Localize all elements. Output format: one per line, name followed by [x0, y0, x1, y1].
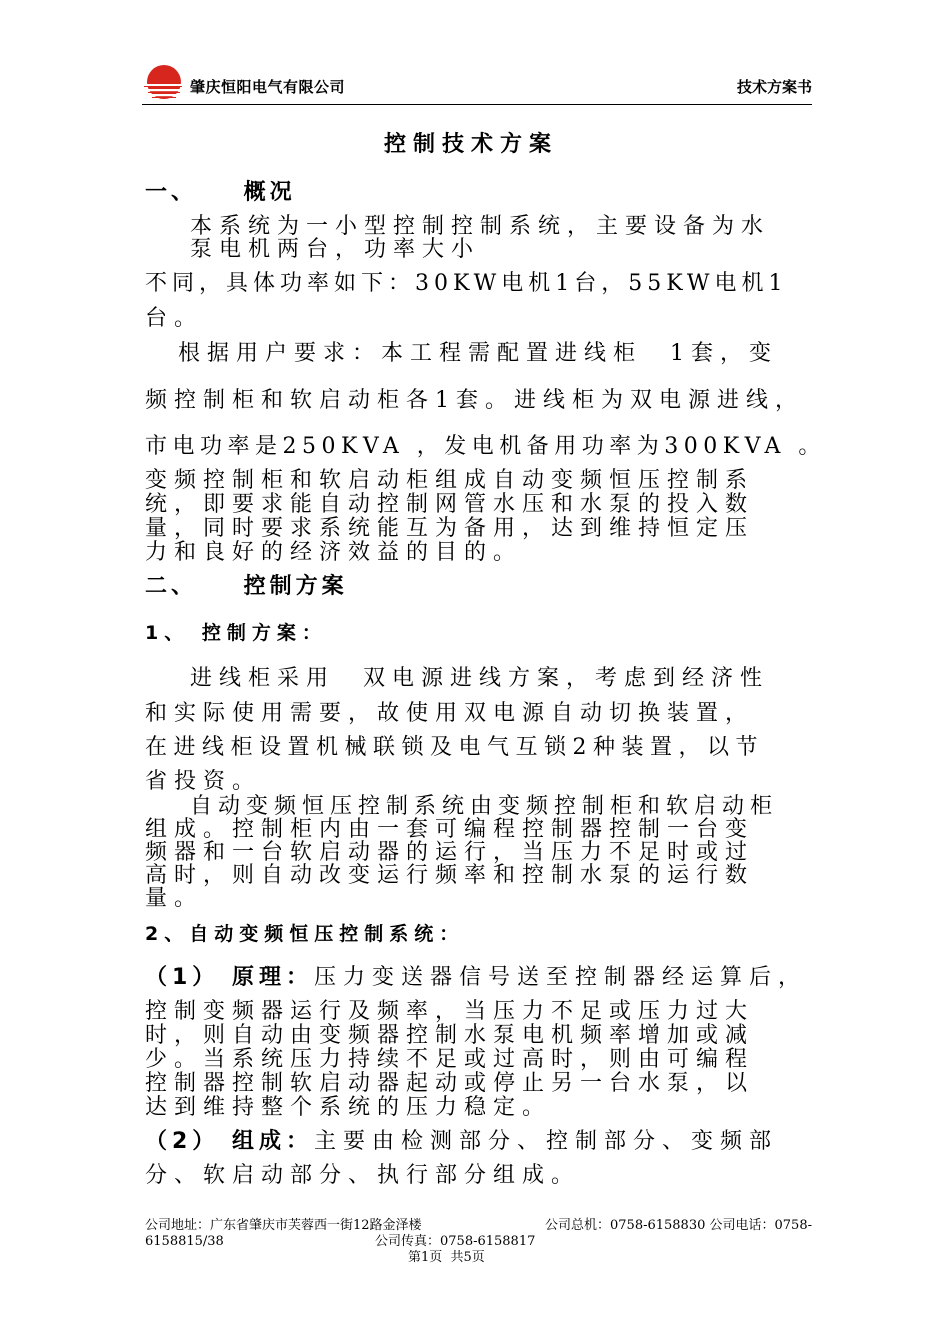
paragraph-line: 省投资。	[145, 769, 262, 794]
paragraph-line: 控制器控制软启动器起动或停止另一台水泵，以	[145, 1071, 755, 1096]
section-heading-overview: 一、 概况	[145, 180, 296, 205]
header-divider	[142, 104, 812, 105]
paragraph-line: 组成。控制柜内由一套可编程控制器控制一台变	[145, 817, 755, 842]
paragraph-line: 量。	[145, 886, 204, 911]
page-header	[142, 62, 812, 106]
sunrise-logo-icon	[142, 62, 186, 106]
paragraph-line: 量，同时要求系统能互为备用，达到维持恒定压	[145, 516, 755, 541]
paragraph-line: 台。	[145, 306, 204, 331]
paragraph-line: 变频控制柜和软启动柜组成自动变频恒压控制系	[145, 468, 755, 493]
paragraph-line: 控制变频器运行及频率，当压力不足或压力过大	[145, 999, 755, 1024]
paragraph-line: 不同，具体功率如下：30KW电机1台，55KW电机1	[145, 271, 788, 296]
footer-address: 公司地址：广东省肇庆市芙蓉西一街12路金泽楼	[145, 1218, 422, 1233]
paragraph-line: 少。当系统压力持续不足或过高时，则由可编程	[145, 1047, 755, 1072]
paragraph-line: 主要由检测部分、控制部分、变频部	[314, 1129, 779, 1154]
item-label: （1） 原理：	[145, 965, 313, 990]
paragraph-line: 达到维持整个系统的压力稳定。	[145, 1095, 552, 1120]
paragraph-line: 压力变送器信号送至控制器经运算后，	[314, 965, 808, 990]
paragraph-line: 泵电机两台，功率大小	[190, 237, 481, 262]
paragraph-line: 和实际使用需要，故使用双电源自动切换装置，	[145, 701, 755, 726]
document-title: 控制技术方案	[384, 132, 559, 157]
paragraph-line: 频器和一台软启动器的运行，当压力不足时或过	[145, 840, 755, 865]
paragraph-line: 市电功率是250KVA ，发电机备用功率为300KVA 。	[145, 434, 826, 459]
footer-fax: 公司传真：0758-6158817	[375, 1234, 536, 1249]
subsection-heading: 2、自动变频恒压控制系统：	[145, 923, 465, 945]
paragraph-line: 进线柜采用 双电源进线方案，考虑到经济性	[190, 666, 769, 691]
paragraph-line: 自动变频恒压控制系统由变频控制柜和软启动柜	[190, 794, 779, 819]
paragraph-line: 时，则自动由变频器控制水泵电机频率增加或减	[145, 1023, 755, 1048]
paragraph-line: 在进线柜设置机械联锁及电气互锁2种装置，以节	[145, 735, 764, 760]
paragraph-line: 本系统为一小型控制控制系统，主要设备为水	[190, 214, 771, 239]
section-heading-control-plan: 二、 控制方案	[145, 574, 348, 599]
paragraph-line: 高时，则自动改变运行频率和控制水泵的运行数	[145, 863, 755, 888]
item-label: （2） 组成：	[145, 1129, 313, 1154]
subsection-heading: 1、 控制方案：	[145, 622, 327, 644]
footer-phone-continued: 6158815/38	[145, 1234, 224, 1249]
page-number: 第1页 共5页	[408, 1250, 485, 1265]
paragraph-line: 分、软启动部分、执行部分组成。	[145, 1163, 581, 1188]
footer-phones: 公司总机：0758-6158830 公司电话：0758-	[545, 1218, 812, 1233]
paragraph-line: 频控制柜和软启动柜各1套。进线柜为双电源进线，	[145, 388, 804, 413]
paragraph-line: 统，即要求能自动控制网管水压和水泵的投入数	[145, 492, 755, 517]
document-type: 技术方案书	[736, 78, 812, 96]
company-name: 肇庆恒阳电气有限公司	[190, 78, 346, 96]
paragraph-line: 力和良好的经济效益的目的。	[145, 540, 523, 565]
paragraph-line: 根据用户要求：本工程需配置进线柜 1套，变	[178, 341, 778, 366]
